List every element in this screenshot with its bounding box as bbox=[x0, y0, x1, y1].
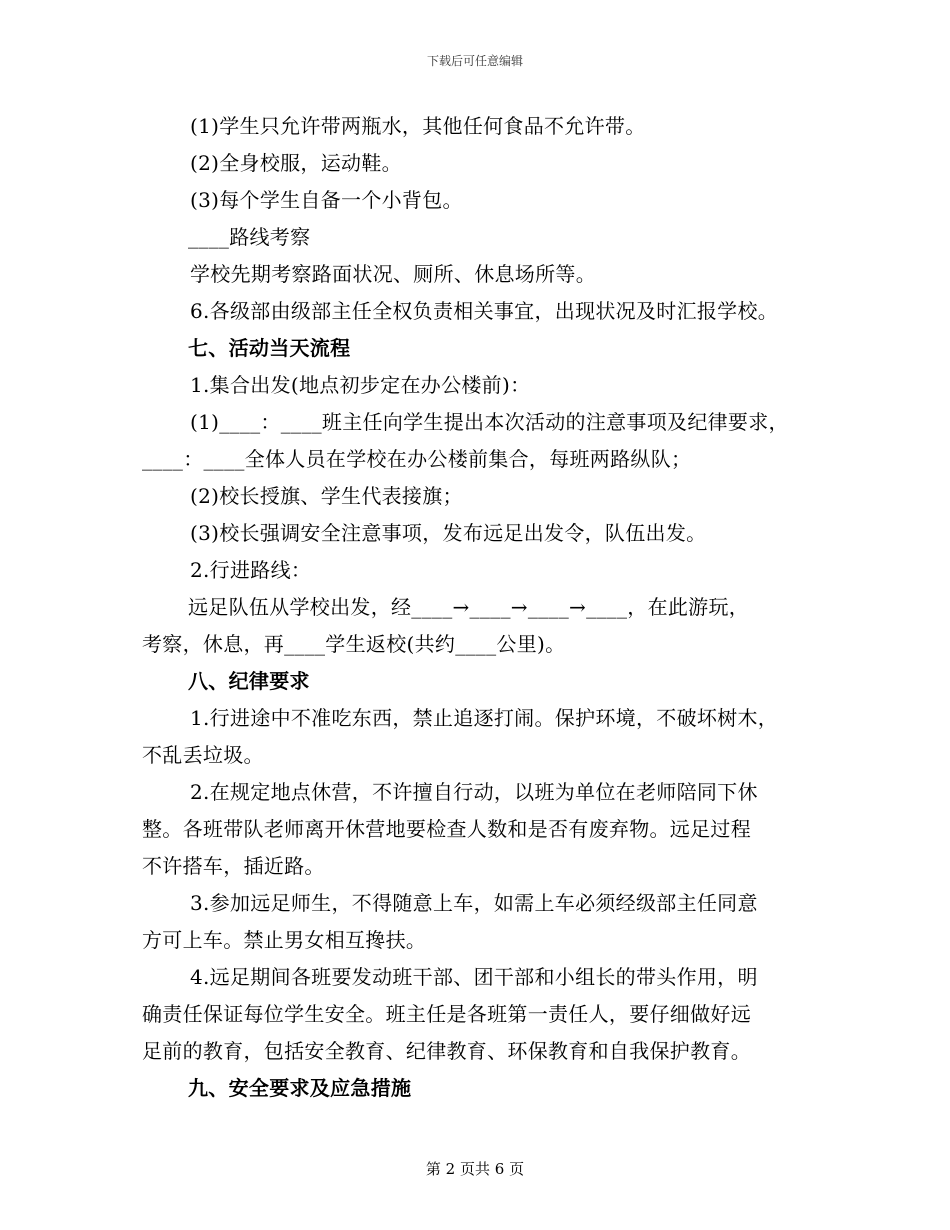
text-line: (3)校长强调安全注意事项，发布远足出发令，队伍出发。 bbox=[190, 521, 707, 545]
text-line: (2)全身校服，运动鞋。 bbox=[190, 151, 402, 175]
text-line: 1.行进途中不准吃东西，禁止追逐打闹。保护环境，不破坏树木， bbox=[190, 706, 779, 730]
text-line: 3.参加远足师生，不得随意上车，如需上车必须经级部主任同意 bbox=[190, 891, 758, 915]
text-line: 1.集合出发(地点初步定在办公楼前)： bbox=[190, 373, 531, 397]
text-line: 不乱丢垃圾。 bbox=[142, 743, 264, 767]
text-line: 整。各班带队老师离开休营地要检查人数和是否有废弃物。远足过程 bbox=[142, 817, 751, 841]
text-line: ____路线考察 bbox=[188, 225, 311, 249]
document-body bbox=[142, 108, 822, 1107]
section-heading: 九、安全要求及应急措施 bbox=[188, 1076, 412, 1100]
text-line: 6.各级部由级部主任全权负责相关事宜，出现状况及时汇报学校。 bbox=[190, 299, 779, 323]
text-line: (1)____：____班主任向学生提出本次活动的注意事项及纪律要求， bbox=[190, 410, 789, 434]
text-line: 考察，休息，再____学生返校(共约____公里)。 bbox=[142, 632, 566, 656]
text-line: ____：____全体人员在学校在办公楼前集合，每班两路纵队； bbox=[142, 447, 692, 471]
text-line: 2.在规定地点休营，不许擅自行动，以班为单位在老师陪同下休 bbox=[190, 780, 758, 804]
text-line: 不许搭车，插近路。 bbox=[142, 854, 325, 878]
text-line: 2.行进路线： bbox=[190, 558, 312, 582]
text-line: 4.远足期间各班要发动班干部、团干部和小组长的带头作用，明 bbox=[190, 965, 758, 989]
text-line: 确责任保证每位学生安全。班主任是各班第一责任人，要仔细做好远 bbox=[142, 1002, 751, 1026]
section-heading: 七、活动当天流程 bbox=[188, 336, 351, 360]
section-heading: 八、纪律要求 bbox=[188, 669, 310, 693]
text-line: 学校先期考察路面状况、厕所、休息场所等。 bbox=[190, 262, 596, 286]
text-line: (3)每个学生自备一个小背包。 bbox=[190, 188, 463, 212]
page-header: 下载后可任意编辑 bbox=[426, 54, 523, 68]
text-line: 远足队伍从学校出发，经____→____→____→____，在此游玩， bbox=[188, 595, 750, 619]
text-line: 方可上车。禁止男女相互搀扶。 bbox=[142, 928, 427, 952]
text-line: (1)学生只允许带两瓶水，其他任何食品不允许带。 bbox=[190, 114, 646, 138]
page-footer: 第 2 页共 6 页 bbox=[425, 1160, 525, 1178]
text-line: (2)校长授旗、学生代表接旗； bbox=[190, 484, 463, 508]
text-line: 足前的教育，包括安全教育、纪律教育、环保教育和自我保护教育。 bbox=[142, 1039, 751, 1063]
